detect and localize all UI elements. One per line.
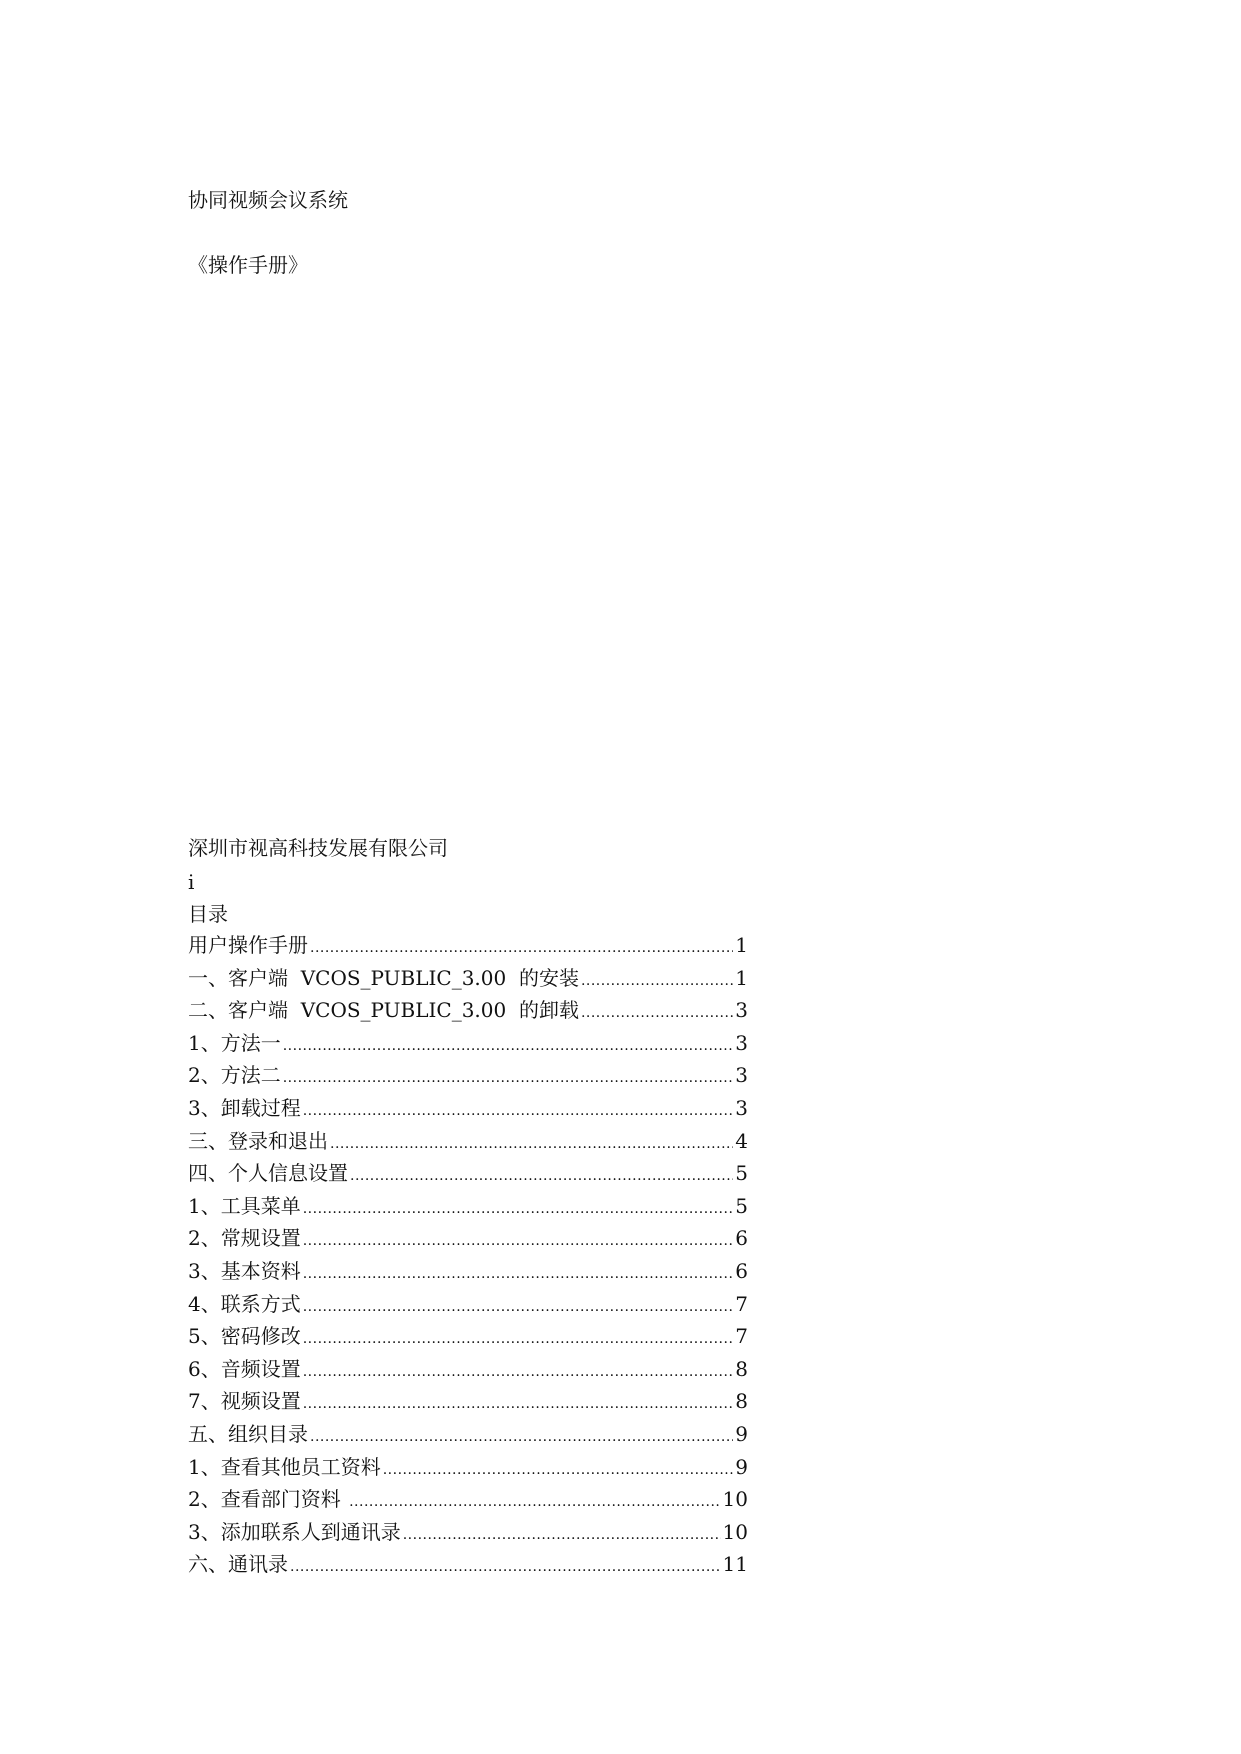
toc-leader-dots [303,1327,734,1351]
toc-leader-dots [310,936,733,960]
page-number-roman: i [188,870,195,894]
toc-entry-page: 6 [735,1226,748,1251]
toc-entry-title: 1、查看其他员工资料 [188,1454,381,1479]
toc-leader-dots [303,1197,734,1221]
toc-leader-dots [349,1490,720,1514]
toc-entry-title: 1、方法一 [188,1030,281,1055]
toc-entry-page: 3 [735,1063,748,1088]
toc-entry[interactable] [188,933,748,966]
toc-leader-dots [383,1458,734,1482]
toc-entry-title: 6、音频设置 [188,1356,301,1381]
toc-entry-page: 9 [735,1421,748,1446]
toc-entry-title: 1、工具菜单 [188,1193,301,1218]
table-of-contents [188,933,748,1585]
toc-entry[interactable] [188,1357,748,1390]
toc-leader-dots [303,1229,734,1253]
toc-entry-page: 6 [735,1258,748,1283]
toc-leader-dots [330,1132,733,1156]
toc-entry-title: 二、客户端 VCOS_PUBLIC_3.00 的卸载 [188,998,579,1023]
toc-leader-dots [310,1425,733,1449]
toc-entry-page: 1 [735,965,748,990]
toc-leader-dots [581,1001,733,1025]
toc-entry-title: 2、查看部门资料 [188,1487,348,1512]
toc-entry-page: 10 [722,1487,748,1512]
company-name: 深圳市视高科技发展有限公司 [188,836,448,860]
toc-leader-dots [303,1392,734,1416]
toc-entry-title: 4、联系方式 [188,1291,301,1316]
toc-entry-page: 8 [735,1356,748,1381]
toc-entry[interactable] [188,1292,748,1325]
toc-entry-page: 3 [735,1030,748,1055]
toc-leader-dots [581,969,733,993]
toc-entry-title: 5、密码修改 [188,1324,301,1349]
toc-entry[interactable] [188,1552,748,1585]
toc-entry-title: 3、基本资料 [188,1258,301,1283]
toc-entry-title: 三、登录和退出 [188,1128,328,1153]
toc-entry[interactable] [188,1422,748,1455]
toc-heading: 目录 [188,902,228,926]
toc-leader-dots [283,1034,734,1058]
toc-entry-title: 2、方法二 [188,1063,281,1088]
toc-entry-page: 3 [735,1095,748,1120]
toc-entry[interactable] [188,1063,748,1096]
document-title: 协同视频会议系统 [188,188,348,212]
toc-entry[interactable] [188,1031,748,1064]
toc-leader-dots [303,1360,734,1384]
toc-entry-title: 用户操作手册 [188,933,308,957]
toc-entry-page: 7 [735,1291,748,1316]
toc-entry-page: 5 [735,1193,748,1218]
toc-leader-dots [283,1066,734,1090]
toc-entry[interactable] [188,1259,748,1292]
toc-entry-title: 六、通讯录 [188,1552,288,1577]
toc-entry-title: 一、客户端 VCOS_PUBLIC_3.00 的安装 [188,965,579,990]
toc-entry-title: 五、组织目录 [188,1421,308,1446]
toc-entry-page: 3 [735,998,748,1023]
toc-leader-dots [303,1099,734,1123]
toc-entry-page: 4 [735,1128,748,1153]
toc-entry-page: 1 [735,933,748,957]
toc-entry[interactable] [188,1129,748,1162]
toc-entry[interactable] [188,998,748,1031]
toc-entry-page: 9 [735,1454,748,1479]
toc-entry[interactable] [188,1455,748,1488]
toc-leader-dots [303,1262,734,1286]
toc-entry-page: 10 [722,1519,748,1544]
toc-entry[interactable] [188,966,748,999]
toc-leader-dots [290,1555,721,1579]
toc-entry-title: 3、卸载过程 [188,1095,301,1120]
document-subtitle: 《操作手册》 [188,253,308,277]
toc-entry[interactable] [188,1096,748,1129]
toc-entry[interactable] [188,1389,748,1422]
toc-leader-dots [403,1523,721,1547]
toc-entry-title: 2、常规设置 [188,1226,301,1251]
toc-entry[interactable] [188,1520,748,1553]
toc-entry-title: 3、添加联系人到通讯录 [188,1519,401,1544]
toc-entry[interactable] [188,1324,748,1357]
toc-entry[interactable] [188,1161,748,1194]
toc-entry-page: 8 [735,1389,748,1414]
toc-leader-dots [350,1164,733,1188]
toc-entry-page: 11 [722,1552,748,1577]
toc-entry[interactable] [188,1487,748,1520]
toc-entry[interactable] [188,1226,748,1259]
toc-leader-dots [303,1295,734,1319]
toc-entry[interactable] [188,1194,748,1227]
toc-entry-title: 四、个人信息设置 [188,1161,348,1186]
toc-entry-page: 5 [735,1161,748,1186]
toc-entry-title: 7、视频设置 [188,1389,301,1414]
toc-entry-page: 7 [735,1324,748,1349]
